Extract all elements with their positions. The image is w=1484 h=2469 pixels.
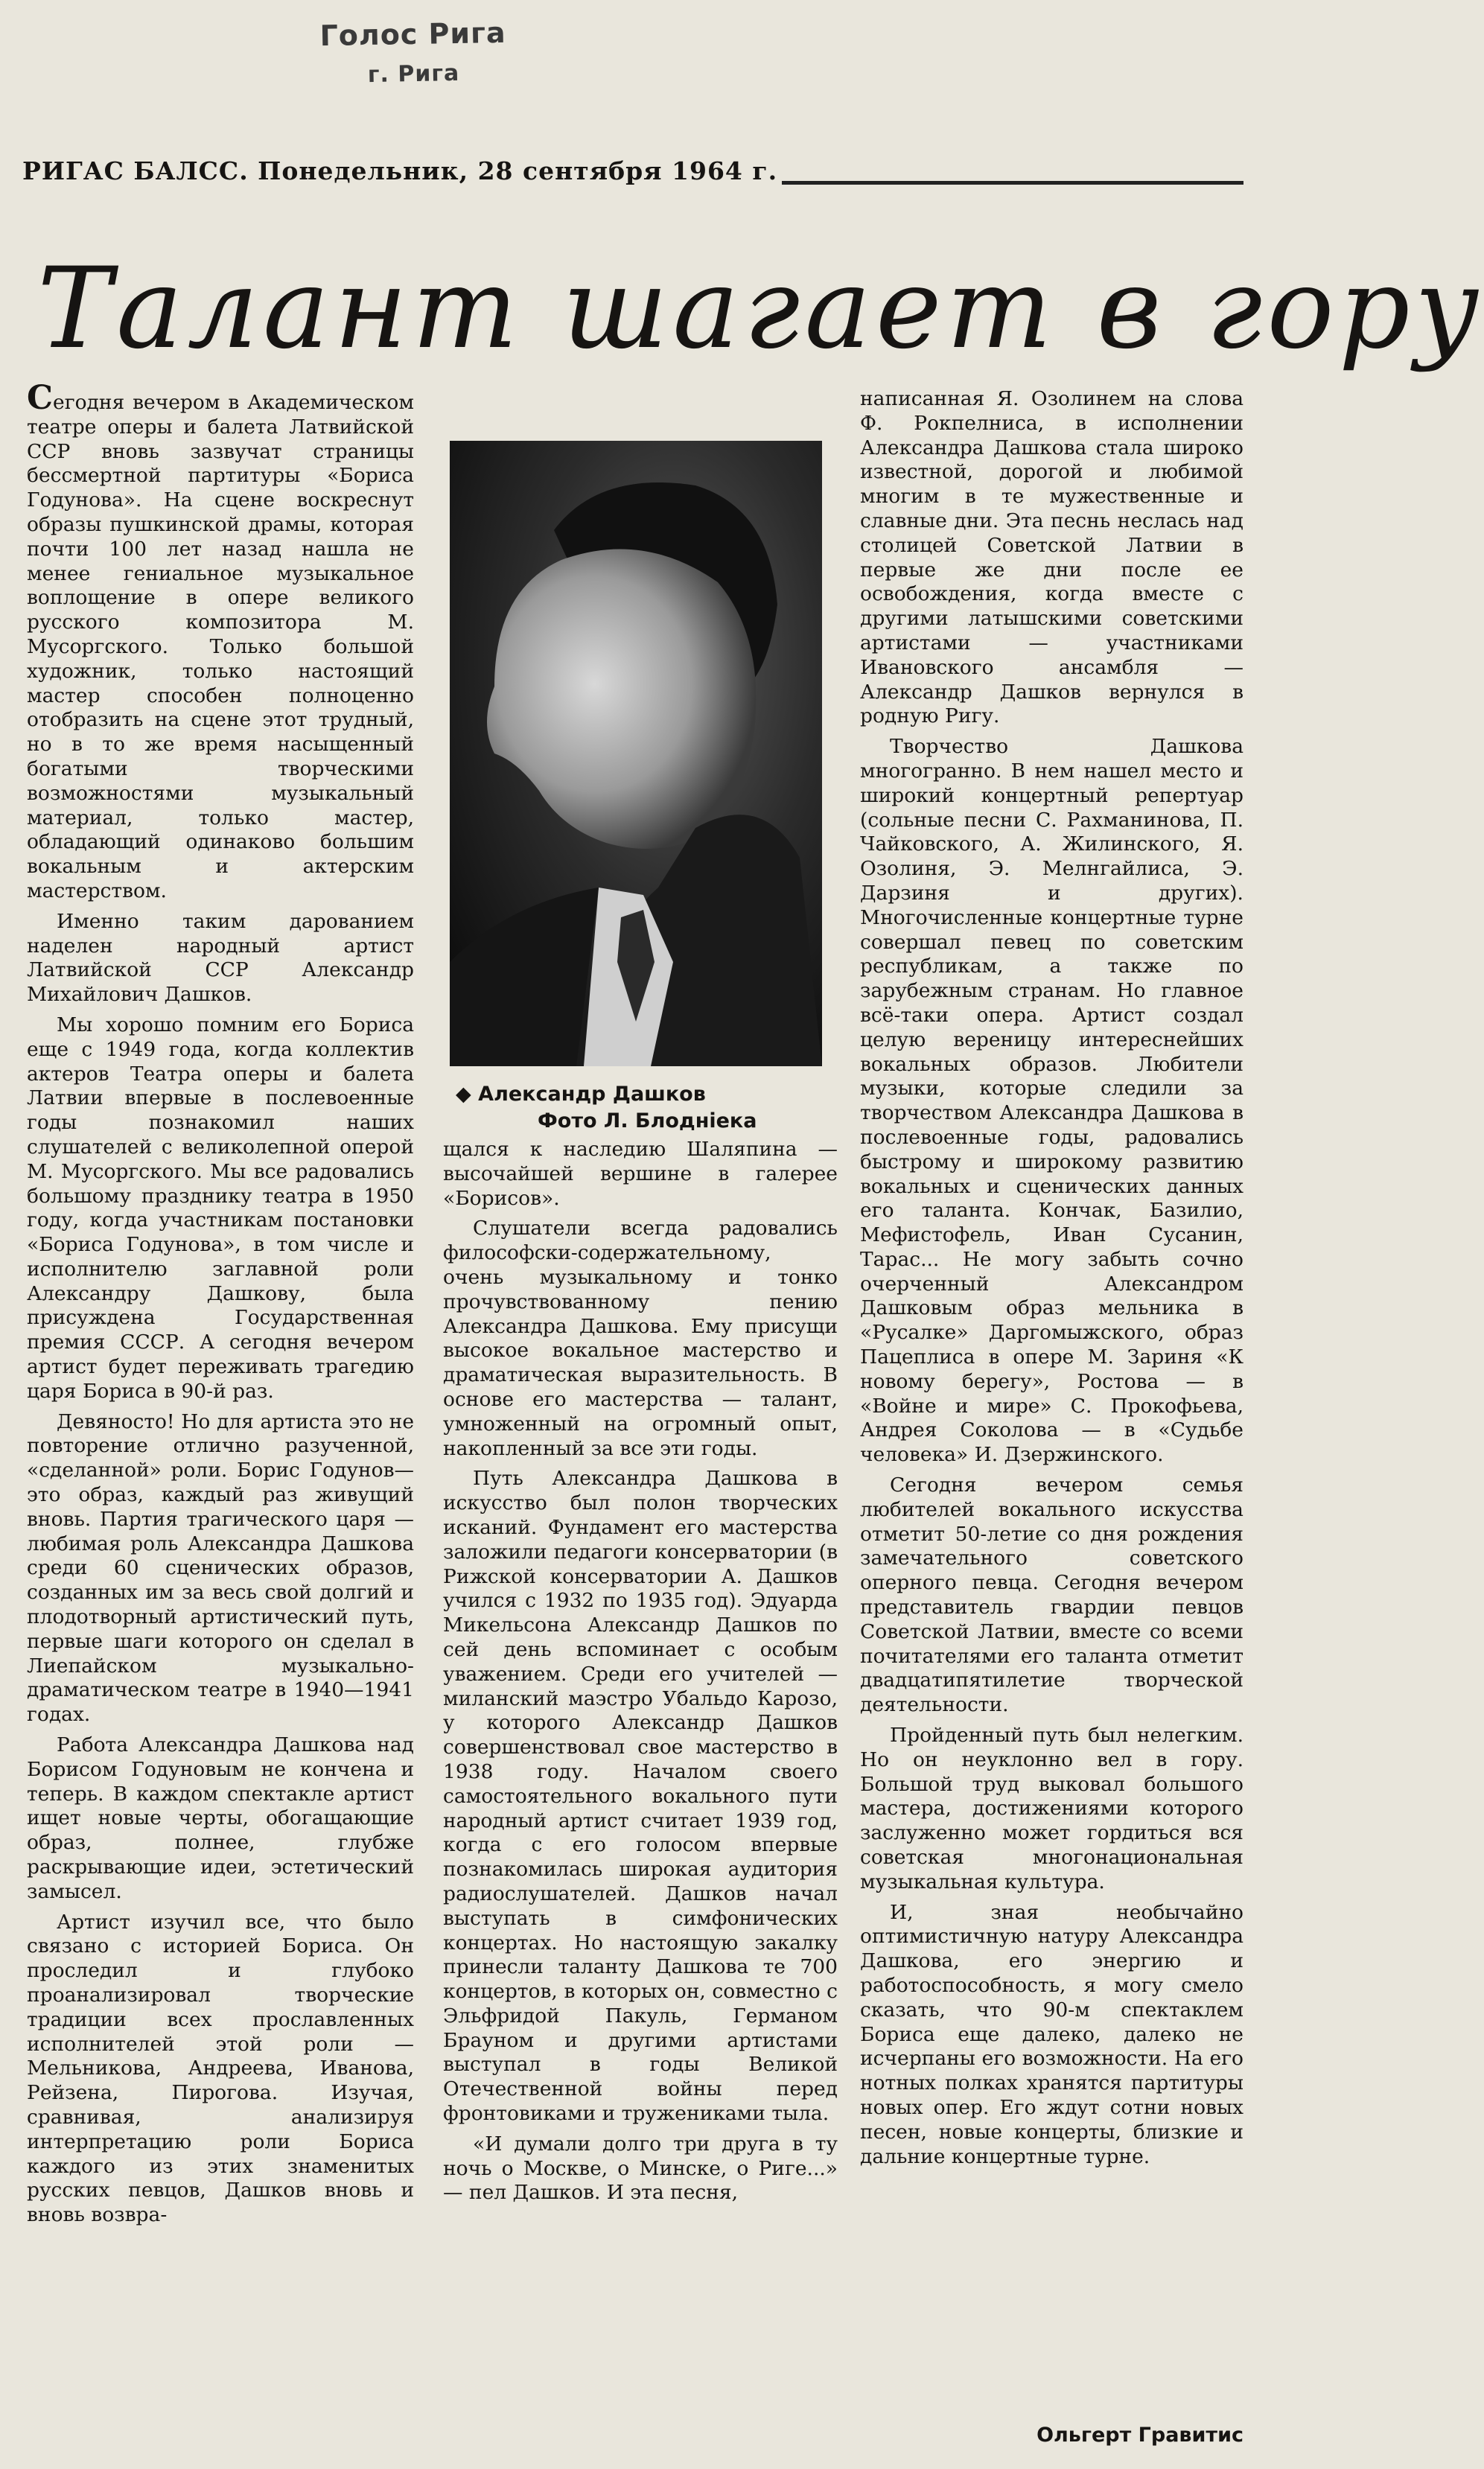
article-column-2: [443, 1138, 838, 2211]
paragraph: написанная Я. Озолинем на слова Ф. Рокпелниса, в исполнении Александра Дашкова стала широко известной, дорогой и любимой многим в те мужественные и славные дни. Эта песнь неслась над столицей Советской Латвии в первые же дни после ее освобождения, когда вместе с другими латышскими советскими артистами — участниками Ивановского ансамбля — Александр Дашков вернулся в родную Ригу.: [860, 387, 1243, 728]
portrait-photo: [450, 441, 822, 1066]
paragraph: Девяносто! Но для артиста это не повторение отлично разученной, «сделанной» роли. Борис Годунов—это образ, каждый раз живущий вновь. Партия трагического царя — любимая роль Александра Дашкова среди 60 сценических образов, созданных им за весь свой долгий и плодотворный артистический путь, первые шаги которого он сделал в Лиепайском музыкально-драматическом театре в 1940—1941 годах.: [27, 1409, 414, 1727]
stamp-line-2: г. Рига: [367, 60, 460, 89]
paragraph: «И думали долго три друга в ту ночь о Москве, о Минске, о Риге...» — пел Дашков. И эта песня,: [443, 2132, 838, 2205]
paragraph: щался к наследию Шаляпина — высочайшей вершине в галерее «Борисов».: [443, 1138, 838, 1210]
article-column-1: [27, 379, 414, 2234]
paragraph: Творчество Дашкова многогранно. В нем нашел место и широкий концертный репертуар (сольные песни С. Рахманинова, П. Чайковского, А. Жилинского, Я. Озолиня, Э. Мелнгайлиса, Э. Дарзиня и других). Многочисленные концертные турне совершал певец по советским республикам, а также по зарубежным странам. Но главное всё-таки опера. Артист создал целую вереницу интереснейших вокальных образов. Любители музыки, которые следили за творчеством Александра Дашкова в послевоенные годы, радовались быстрому и широкому развитию вокальных и сценических данных его таланта. Кончак, Базилио, Мефистофель, Иван Сусанин, Тарас... Не могу забыть сочно очерченный Александром Дашковым образ мельника в «Русалке» Даргомыжского, образ Пацеплиса в опере М. Зариня «К новому берегу», Ростова — в «Войне и мире» С. Прокофьева, Андрея Соколова — в «Судьбе человека» И. Дзержинского.: [860, 735, 1243, 1467]
caption-name: Александр Дашков: [478, 1083, 706, 1106]
stamp-line-1: Голос Рига: [319, 16, 506, 53]
drop-cap: С: [27, 379, 54, 417]
headline: Талант шагает в гору: [37, 244, 1484, 374]
article-column-3: [860, 387, 1243, 2175]
portrait-image: [450, 441, 822, 1066]
paragraph: Артист изучил все, что было связано с историей Бориса. Он проследил и глубоко проанализировал творческие традиции всех прославленных исполнителей этой роли — Мельникова, Андреева, Иванова, Рейзена, Пирогова. Изучая, сравнивая, анализируя интерпретацию роли Бориса каждого из этих знаменитых русских певцов, Дашков вновь и вновь возвра-: [27, 1910, 414, 2227]
paragraph: И, зная необычайно оптимистичную натуру Александра Дашкова, его энергию и работоспособность, я могу смело сказать, что 90-м спектаклем Бориса еще далеко, далеко не исчерпаны его возможности. На его нотных полках хранятся партитуры новых опер. Его ждут сотни новых песен, новые концерты, близкие и дальние концертные турне.: [860, 1900, 1243, 2168]
paragraph-text: егодня вечером в Академическом театре оперы и балета Латвийской ССР вновь зазвучат страницы бессмертной партитуры «Бориса Годунова». На сцене воскреснут образы пушкинской драмы, которая почти 100 лет назад нашла не менее гениальное музыкальное воплощение в опере великого русского композитора М. Мусоргского. Только большой художник, только настоящий мастер способен полноценно отобразить на сцене этот трудный, но в то же время насыщенный богатыми творческими возможностями музыкальный материал, только мастер, обладающий одинаково большим вокальным и актерским мастерством.: [27, 391, 414, 902]
ink-stamp: [301, 16, 526, 89]
masthead: РИГАС БАЛСС. Понедельник, 28 сентября 1964 г.: [22, 156, 778, 185]
masthead-rule: [782, 181, 1243, 185]
paragraph: Мы хорошо помним его Бориса еще с 1949 года, когда коллектив актеров Театра оперы и балета Латвии впервые в послевоенные годы познакомил наших слушателей с великолепной оперой М. Мусоргского. Мы все радовались большому празднику театра в 1950 году, когда участникам постановки «Бориса Годунова», в том числе и исполнителю заглавной роли Александру Дашкову, была присуждена Государственная премия СССР. А сегодня вечером артист будет переживать трагедию царя Бориса в 90-й раз.: [27, 1013, 414, 1403]
caption-credit: Фото Л. Блоднieка: [538, 1109, 757, 1132]
photo-caption: [456, 1081, 843, 1135]
paragraph: Путь Александра Дашкова в искусство был полон творческих исканий. Фундамент его мастерства заложили педагоги консерватории (в Рижской консерватории А. Дашков учился с 1932 по 1935 год). Эдуарда Микельсона Александр Дашков по сей день вспоминает с особым уважением. Среди его учителей — миланский маэстро Убальдо Карозо, у которого Александр Дашков совершенствовал свое мастерство в 1938 году. Началом своего самостоятельного вокального пути народный артист считает 1939 год, когда с его голосом впервые познакомилась широкая аудитория радиослушателей. Дашков начал выступать в симфонических концертах. Но настоящую закалку принесли таланту Дашкова те 700 концертов, в которых он, совместно с Эльфридой Пакуль, Германом Брауном и другими артистами выступал в годы Великой Отечественной войны перед фронтовиками и тружениками тыла.: [443, 1467, 838, 2126]
paragraph: Слушатели всегда радовались философски-содержательному, очень музыкальному и тонко прочувствованному пению Александра Дашкова. Ему присущи высокое вокальное мастерство и драматическая выразительность. В основе его мастерства — талант, умноженный на огромный опыт, накопленный за все эти годы.: [443, 1217, 838, 1460]
paragraph: [27, 379, 414, 904]
caption-bullet-icon: ◆: [456, 1083, 479, 1106]
paragraph: Работа Александра Дашкова над Борисом Годуновым не кончена и теперь. В каждом спектакле артист ищет новые черты, обогащающие образ, полнее, глубже раскрывающие идеи, эстетический замысел.: [27, 1733, 414, 1903]
paragraph: Именно таким дарованием наделен народный артист Латвийской ССР Александр Михайлович Дашков.: [27, 909, 414, 1007]
author-signature: Ольгерт Гравитис: [1036, 2424, 1243, 2447]
paragraph: Пройденный путь был нелегким. Но он неуклонно вел в гору. Большой труд выковал большого мастера, достижениями которого заслуженно может гордиться вся советская многонациональная музыкальная культура.: [860, 1724, 1243, 1893]
paragraph: Сегодня вечером семья любителей вокального искусства отметит 50-летие со дня рождения замечательного советского оперного певца. Сегодня вечером представитель гвардии певцов Советской Латвии, вместе со всеми почитателями его таланта отметит двадцатипятилетие творческой деятельности.: [860, 1474, 1243, 1717]
